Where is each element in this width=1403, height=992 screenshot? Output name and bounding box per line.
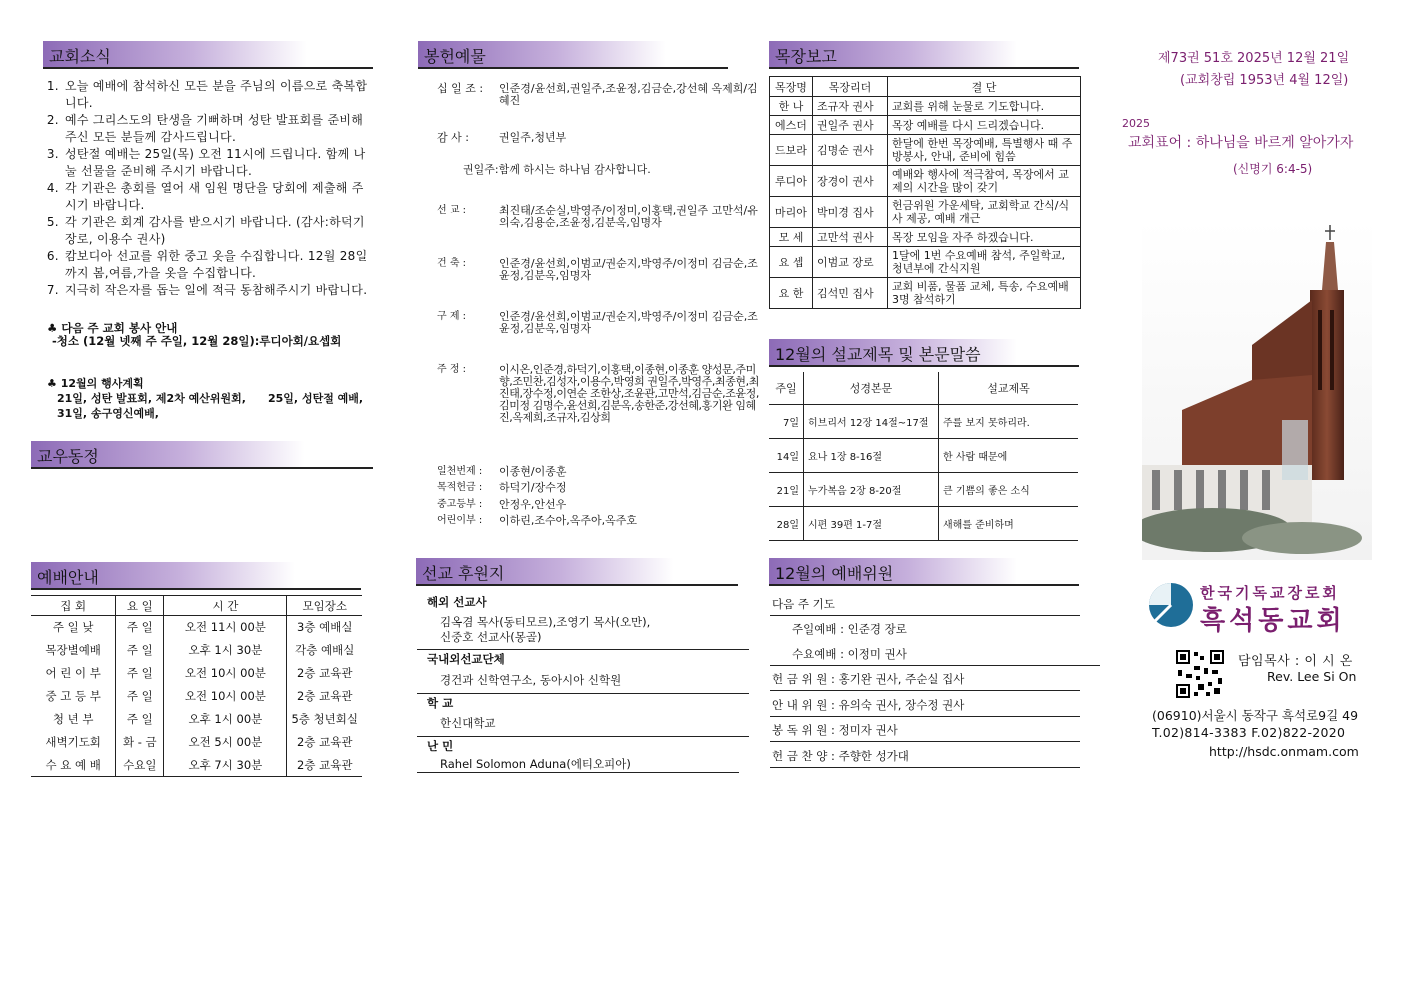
sermons-header	[769, 339, 1079, 367]
worship-cell: 오전 10시 00분	[164, 685, 287, 708]
worship-cell: 오전 11시 00분	[164, 616, 287, 639]
offering-label: 선 교 :	[437, 205, 467, 216]
mission-group-line: 경건과 신학연구소, 동아시아 신학원	[440, 673, 622, 687]
pastoral-row	[770, 247, 1081, 278]
sermons-cell: 주를 보지 못하리라.	[943, 417, 1030, 429]
sermons-cell: 누가복음 2장 8-20절	[804, 472, 939, 506]
pastoral-cell: 모 세	[770, 228, 813, 247]
servers-line: 헌 금 위 원 : 홍기완 권사, 주순실 집사	[770, 668, 1080, 691]
news-item: 6. 캄보디아 선교를 위한 중고 옷을 수집합니다. 12월 28일까지 봄,여름,가을 옷을 수집합니다.	[63, 248, 375, 282]
offering-names: 인준경/윤선희,이범교/권순지,박영주/이정미 김금순,조윤정,김분옥,임명자	[499, 257, 758, 282]
servers-line: 수요예배 : 이정미 권사	[770, 643, 1100, 666]
worship-row	[31, 685, 362, 708]
sermons-cell: 14일	[769, 438, 804, 472]
pastoral-cell: 헌금위원 가운세탁, 교회학교 간식/식사 제공, 예배 개근	[892, 199, 1070, 225]
offering-class4	[437, 515, 737, 529]
founded-line: (교회창립 1953년 4월 12일)	[1180, 73, 1349, 88]
offering-relief	[437, 310, 758, 337]
worship-col-header: 집 회	[31, 596, 116, 616]
offering-label: 감 사 :	[437, 131, 469, 144]
offering-names: 최진태/조순실,박영주/이정미,이홍택,권일주 고만석/유의숙,김용순,조윤정,김분옥,임명자	[499, 204, 758, 229]
worship-header	[31, 562, 361, 590]
sermons-col-header: 설교제목	[987, 381, 1030, 395]
pastoral-col-header: 목장리더	[813, 77, 888, 97]
offering-label: 건 축 :	[437, 258, 467, 269]
sermons-cell: 시편 39편 1-7절	[804, 506, 939, 540]
offering-label: 목적헌금 :	[437, 482, 483, 493]
sermons-cell: 7일	[769, 404, 804, 438]
pastoral-row	[770, 197, 1081, 228]
sermons-row	[769, 404, 1078, 438]
sermons-cell: 21일	[769, 472, 804, 506]
worship-cell: 오후 1시 00분	[164, 708, 287, 731]
sermons-cell: 새해를 준비하며	[943, 519, 1014, 531]
worship-cell: 3층 예배실	[297, 620, 353, 635]
pastoral-row	[770, 116, 1081, 135]
offering-class2	[437, 482, 737, 496]
qr-code-icon[interactable]	[1174, 648, 1226, 700]
pastoral-table	[769, 76, 1081, 309]
church-news-header	[43, 41, 373, 69]
sermons-row	[769, 438, 1078, 472]
offering-mission	[437, 204, 758, 231]
pastor-name: 담임목사 : 이 시 온	[1238, 654, 1353, 669]
pastoral-cell: 고만석 권사	[813, 228, 888, 247]
news-item: 2. 예수 그리스도의 탄생을 기뻐하며 성탄 발표회를 준비해 주신 모든 분들께 감사드립니다.	[63, 112, 375, 146]
offering-names: 인준경/윤선희,권일주,조윤정,김금순,강선혜 옥제희/김혜진	[499, 82, 758, 107]
offering-names: 이하린,조수아,옥주아,옥주호	[499, 514, 638, 527]
service-notice-title: ♣ 다음 주 교회 봉사 안내	[47, 321, 178, 335]
offering-names: 이종현/이종훈	[499, 465, 567, 478]
mission-group-line: 한신대학교	[440, 716, 496, 730]
sermons-col-header: 주일	[769, 372, 804, 404]
mission-group-line: 김옥겸 목사(동티모르),조영기 목사(오만),	[440, 615, 651, 629]
offering-names: 권일주,청년부	[499, 131, 567, 144]
members-header	[31, 441, 373, 469]
worship-cell: 목장별예배	[31, 639, 116, 662]
pastor-name-en: Rev. Lee Si On	[1267, 669, 1357, 684]
offering-label: 일천번제 :	[437, 466, 483, 477]
worship-cell: 오전 10시 00분	[164, 662, 287, 685]
events-line: 31일, 송구영신예배,	[57, 407, 159, 420]
worship-cell: 수 요 예 배	[31, 754, 116, 777]
news-item: 7. 지극히 작은자를 돕는 일에 적극 동참해주시기 바랍니다.	[63, 282, 375, 299]
pastoral-cell: 에스더	[770, 116, 813, 135]
denomination-name: 한국기독교장로회	[1200, 584, 1340, 602]
worship-cell: 주 일	[116, 685, 164, 708]
sermons-cell: 요나 1장 8-16절	[804, 438, 939, 472]
church-news-list	[45, 78, 375, 299]
pastoral-row	[770, 97, 1081, 116]
worship-cell: 2층 교육관	[297, 735, 353, 749]
worship-cell: 오후 1시 30분	[164, 639, 287, 662]
worship-table	[31, 595, 362, 777]
worship-row	[31, 708, 362, 731]
pastoral-row	[770, 278, 1081, 309]
worship-row	[31, 731, 362, 754]
servers-line: 주일예배 : 인준경 장로	[792, 622, 907, 636]
worship-row	[31, 662, 362, 685]
sermons-cell: 한 사람 때문에	[943, 451, 1008, 463]
servers-header	[769, 558, 1079, 586]
worship-cell: 주 일	[116, 662, 164, 685]
servers-line: 안 내 위 원 : 유의숙 권사, 장수정 권사	[770, 694, 1080, 717]
pastoral-cell: 루디아	[770, 166, 813, 197]
church-name: 흑석동교회	[1200, 606, 1346, 636]
pastoral-cell: 예배와 행사에 적극참여, 목장에서 교제의 시간을 많이 갖기	[892, 168, 1069, 194]
missions-header	[416, 558, 738, 586]
servers-title: 12월의 예배위원	[775, 564, 894, 583]
pastoral-cell: 장경이 권사	[813, 166, 888, 197]
worship-row	[31, 616, 362, 639]
pastoral-cell: 교회 비품, 물품 교체, 특송, 수요예배 3명 참석하기	[892, 280, 1069, 306]
offering-class3	[437, 499, 737, 513]
worship-cell: 청 년 부	[31, 708, 116, 731]
pastoral-row	[770, 166, 1081, 197]
sermons-cell: 히브리서 12장 14절~17절	[804, 404, 939, 438]
worship-cell: 수요일	[116, 754, 164, 777]
pastoral-cell: 마리아	[770, 197, 813, 228]
sermons-cell: 큰 기쁨의 좋은 소식	[943, 485, 1030, 497]
offering-names: 하덕기/장수정	[499, 481, 567, 494]
servers-line: 봉 독 위 원 : 정미자 권사	[770, 719, 1080, 742]
pastoral-title: 목장보고	[775, 47, 837, 66]
offering-label: 구 제 :	[437, 311, 467, 322]
motto-year: 2025	[1122, 117, 1150, 130]
pastoral-cell: 김명순 권사	[813, 135, 888, 166]
worship-title: 예배안내	[37, 568, 99, 587]
pastoral-cell: 목장 예배를 다시 드리겠습니다.	[892, 119, 1045, 132]
church-phone: T.02)814-3383 F.02)822-2020	[1152, 725, 1346, 740]
news-item: 4. 각 기관은 총회를 열어 새 임원 명단을 당회에 제출해 주시기 바랍니다.	[63, 180, 375, 214]
events-line: 25일, 성탄절 예배,	[268, 392, 364, 405]
offering-weekly	[437, 363, 759, 440]
offering-class1	[437, 466, 737, 480]
news-item: 1. 오늘 예배에 참석하신 모든 분을 주님의 이름으로 축복합니다.	[63, 78, 375, 112]
pastoral-cell: 1달에 1번 수요예배 참석, 주일학교, 청년부에 간식지원	[892, 249, 1066, 275]
worship-cell: 주 일	[116, 639, 164, 662]
offering-thanks-note: 권일주:함께 하시는 하나님 감사합니다.	[463, 163, 651, 176]
pastoral-col-header: 목장명	[770, 77, 813, 97]
church-building-image	[1142, 220, 1372, 560]
pastoral-cell: 권일주 권사	[813, 116, 888, 135]
worship-col-header: 요 일	[116, 596, 164, 616]
pastoral-row	[770, 135, 1081, 166]
worship-cell: 주 일	[116, 616, 164, 639]
church-address: (06910)서울시 동작구 흑석로9길 49	[1152, 708, 1359, 723]
offering-header	[418, 41, 728, 69]
offering-names: 안정우,안선우	[499, 498, 567, 511]
pastoral-cell: 목장 모임을 자주 하겠습니다.	[892, 231, 1034, 244]
motto-verse: (신명기 6:4-5)	[1233, 162, 1313, 176]
missions-bottom-rule	[417, 772, 739, 773]
pastoral-cell: 조규자 권사	[813, 97, 888, 116]
offering-label: 중고등부 :	[437, 499, 483, 510]
worship-cell: 주 일	[116, 708, 164, 731]
offering-names: 이시온,인준경,하덕기,이홍택,이종현,이종훈 양성문,주미향,조민찬,김성자,이용수,박영희 권일주,박영주,최종현,최진태,장수정,이연순 조한상,조윤관,고만석,김금순,조윤정,김미정 김명수,윤선희,김분옥,송한준,강선혜,홍기완 임혜진,옥제희,조규자,김상희	[499, 363, 759, 424]
worship-cell: 오후 7시 30분	[164, 754, 287, 777]
servers-line: 다음 주 기도	[770, 593, 1080, 616]
pastoral-row	[770, 228, 1081, 247]
offering-title: 봉헌예물	[424, 47, 486, 66]
issue-line: 제73권 51호 2025년 12월 21일	[1158, 51, 1350, 66]
mission-group-line: 신중호 선교사(몽골)	[440, 630, 542, 644]
worship-cell: 주 일 낮	[31, 616, 116, 639]
pastoral-header	[769, 41, 1079, 69]
mission-group-head: 국내외선교단체	[417, 649, 749, 668]
sermons-row	[769, 472, 1078, 506]
worship-col-header: 시 간	[164, 596, 287, 616]
servers-line: 헌 금 찬 양 : 주향한 성가대	[770, 745, 1080, 768]
pastoral-cell: 이범교 장로	[813, 247, 888, 278]
pastoral-cell: 박미경 집사	[813, 197, 888, 228]
sermons-table	[769, 372, 1078, 541]
pastoral-cell: 요 한	[770, 278, 813, 309]
pastoral-cell: 한달에 한번 목장예배, 특별행사 때 주방봉사, 안내, 준비에 힘씀	[892, 137, 1073, 163]
news-item: 3. 성탄절 예배는 25일(목) 오전 11시에 드립니다. 함께 나눌 선물을 준비해 주시기 바랍니다.	[63, 146, 375, 180]
worship-cell: 각층 예배실	[295, 643, 355, 657]
worship-cell: 어 린 이 부	[31, 662, 116, 685]
pastoral-cell: 요 셉	[770, 247, 813, 278]
offering-label: 십 일 조 :	[437, 82, 484, 95]
worship-row	[31, 639, 362, 662]
offering-tithe	[437, 82, 758, 111]
worship-cell: 2층 교육관	[297, 757, 353, 772]
worship-cell: 5층 청년회실	[291, 712, 358, 726]
news-item: 5. 각 기관은 회계 감사를 받으시기 바랍니다. (감사:하덕기 장로, 이용수 권사)	[63, 214, 375, 248]
sermons-title: 12월의 설교제목 및 본문말씀	[775, 345, 981, 364]
members-title: 교우동정	[37, 447, 99, 466]
worship-cell: 새벽기도회	[31, 731, 116, 754]
missions-title: 선교 후원지	[422, 564, 505, 583]
offering-label: 주 정 :	[437, 364, 467, 375]
pastoral-cell: 김석민 집사	[813, 278, 888, 309]
worship-row	[31, 754, 362, 777]
worship-cell: 2층 교육관	[297, 689, 353, 703]
pastoral-cell: 드보라	[770, 135, 813, 166]
pastoral-col-header: 결 단	[971, 80, 997, 94]
offering-building	[437, 257, 758, 284]
sermons-cell: 28일	[769, 506, 804, 540]
service-notice-detail: -청소 (12월 넷째 주 주일, 12월 28일):루디아회/요셉회	[52, 334, 342, 348]
worship-cell: 오전 5시 00분	[164, 731, 287, 754]
events-title: ♣ 12월의 행사계획	[47, 377, 144, 390]
worship-cell: 2층 교육관	[297, 666, 353, 680]
sermons-col-header: 성경본문	[804, 372, 939, 404]
pastoral-cell: 한 나	[770, 97, 813, 116]
pastoral-cell: 교회를 위해 눈물로 기도합니다.	[892, 100, 1045, 113]
mission-group-head: 해외 선교사	[427, 595, 487, 609]
offering-label: 어린이부 :	[437, 515, 483, 526]
offering-thanks	[437, 132, 737, 146]
motto: 교회표어 : 하나님을 바르게 알아가자	[1128, 135, 1354, 151]
church-logo-icon	[1148, 582, 1194, 628]
church-url[interactable]: http://hsdc.onmam.com	[1209, 744, 1359, 759]
church-news-title: 교회소식	[49, 47, 111, 66]
sermons-row	[769, 506, 1078, 540]
offering-names: 인준경/윤선희,이범교/권순지,박영주/이정미 김금순,조윤정,김분옥,임명자	[499, 310, 758, 335]
events-line: 21일, 성탄 발표회, 제2차 예산위원회,	[57, 392, 246, 405]
mission-group-head: 난 민	[417, 736, 749, 755]
mission-group-head: 학 교	[417, 693, 749, 712]
worship-cell: 화 - 금	[116, 731, 164, 754]
worship-col-header: 모임장소	[302, 598, 347, 613]
mission-group-line: Rahel Solomon Aduna(에티오피아)	[440, 757, 631, 771]
worship-cell: 중 고 등 부	[31, 685, 116, 708]
